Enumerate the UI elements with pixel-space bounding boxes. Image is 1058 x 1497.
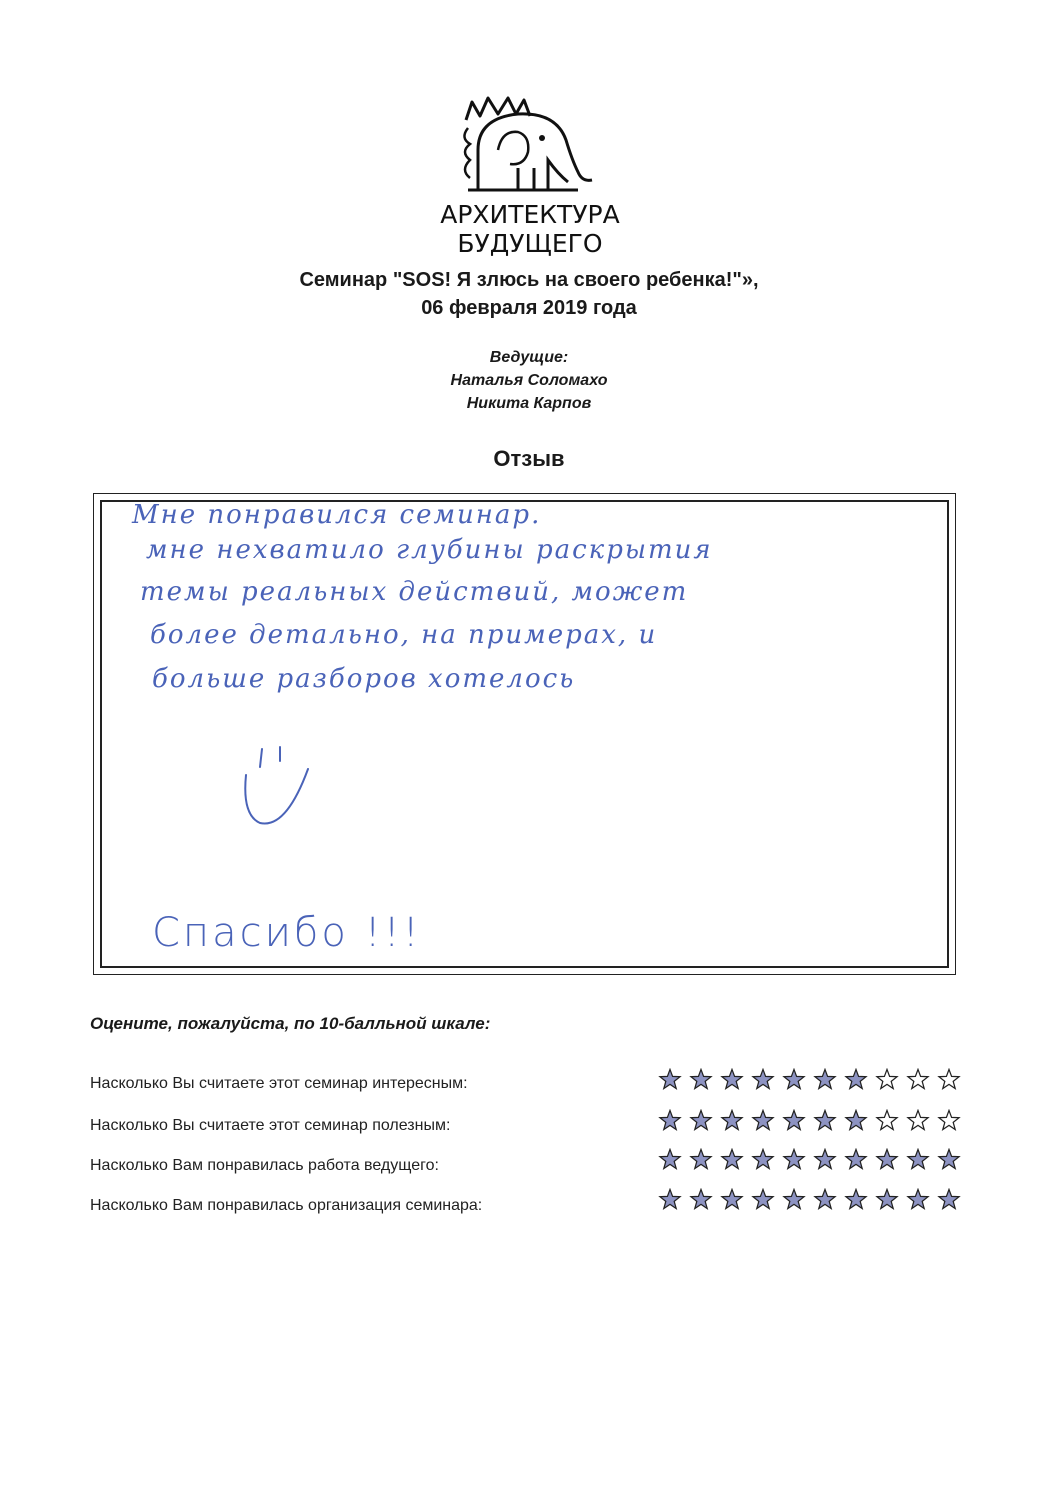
handwritten-line: темы реальных действий, может <box>140 577 689 607</box>
logo-text: АРХИТЕКТУРА БУДУЩЕГО <box>440 200 620 258</box>
star-filled-icon[interactable] <box>686 1148 716 1172</box>
star-filled-icon[interactable] <box>717 1068 747 1092</box>
star-rating-row[interactable] <box>655 1068 964 1092</box>
star-filled-icon[interactable] <box>810 1148 840 1172</box>
star-filled-icon[interactable] <box>841 1068 871 1092</box>
star-filled-icon[interactable] <box>841 1188 871 1212</box>
star-filled-icon[interactable] <box>655 1148 685 1172</box>
handwritten-signoff: Спасибо !!! <box>152 910 422 956</box>
star-filled-icon[interactable] <box>779 1188 809 1212</box>
star-filled-icon[interactable] <box>841 1109 871 1133</box>
star-filled-icon[interactable] <box>779 1109 809 1133</box>
star-filled-icon[interactable] <box>717 1109 747 1133</box>
star-filled-icon[interactable] <box>810 1068 840 1092</box>
star-filled-icon[interactable] <box>810 1188 840 1212</box>
star-filled-icon[interactable] <box>717 1188 747 1212</box>
star-filled-icon[interactable] <box>655 1068 685 1092</box>
rating-heading: Оцените, пожалуйста, по 10-балльной шкале: <box>90 1014 491 1033</box>
star-filled-icon[interactable] <box>717 1148 747 1172</box>
rating-question: Насколько Вам понравилась работа ведущего: <box>90 1157 439 1174</box>
star-filled-icon[interactable] <box>872 1188 902 1212</box>
hosts <box>0 346 1058 415</box>
star-empty-icon[interactable] <box>934 1109 964 1133</box>
host-name: Наталья Соломахо <box>450 372 608 389</box>
star-rating-row[interactable] <box>655 1148 964 1172</box>
star-filled-icon[interactable] <box>748 1109 778 1133</box>
smiley-doodle-icon <box>238 745 318 830</box>
seminar-title <box>0 266 1058 322</box>
star-empty-icon[interactable] <box>872 1109 902 1133</box>
hosts-label: Ведущие: <box>489 349 569 366</box>
star-filled-icon[interactable] <box>903 1188 933 1212</box>
star-rating-row[interactable] <box>655 1109 964 1133</box>
logo <box>370 90 690 258</box>
star-filled-icon[interactable] <box>748 1068 778 1092</box>
handwritten-line: более детально, на примерах, и <box>150 620 658 650</box>
star-filled-icon[interactable] <box>748 1148 778 1172</box>
star-filled-icon[interactable] <box>779 1068 809 1092</box>
star-filled-icon[interactable] <box>655 1109 685 1133</box>
handwritten-line: мне нехватило глубины раскрытия <box>146 535 713 565</box>
star-filled-icon[interactable] <box>872 1148 902 1172</box>
elephant-logo-icon <box>458 90 608 198</box>
star-empty-icon[interactable] <box>903 1068 933 1092</box>
host-name: Никита Карпов <box>466 395 592 412</box>
star-filled-icon[interactable] <box>841 1148 871 1172</box>
star-filled-icon[interactable] <box>779 1148 809 1172</box>
review-heading: Отзыв <box>493 446 565 471</box>
seminar-date: 06 февраля 2019 года <box>421 297 637 319</box>
star-filled-icon[interactable] <box>748 1188 778 1212</box>
rating-question: Насколько Вы считаете этот семинар интересным: <box>90 1075 468 1092</box>
star-filled-icon[interactable] <box>903 1148 933 1172</box>
rating-question: Насколько Вы считаете этот семинар полезным: <box>90 1117 451 1134</box>
star-rating-row[interactable] <box>655 1188 964 1212</box>
star-filled-icon[interactable] <box>686 1188 716 1212</box>
star-filled-icon[interactable] <box>655 1188 685 1212</box>
handwritten-line: больше разборов хотелось <box>152 664 576 694</box>
review-box <box>93 493 956 975</box>
seminar-title-line1: Семинар "SOS! Я злюсь на своего ребенка!"», <box>299 269 759 291</box>
star-empty-icon[interactable] <box>934 1068 964 1092</box>
review-box-inner-frame <box>100 500 949 968</box>
star-filled-icon[interactable] <box>686 1068 716 1092</box>
star-empty-icon[interactable] <box>872 1068 902 1092</box>
star-filled-icon[interactable] <box>686 1109 716 1133</box>
rating-question: Насколько Вам понравилась организация семинара: <box>90 1197 483 1214</box>
star-filled-icon[interactable] <box>934 1148 964 1172</box>
handwritten-line: Мне понравился семинар. <box>132 500 542 530</box>
star-filled-icon[interactable] <box>934 1188 964 1212</box>
star-filled-icon[interactable] <box>810 1109 840 1133</box>
star-empty-icon[interactable] <box>903 1109 933 1133</box>
